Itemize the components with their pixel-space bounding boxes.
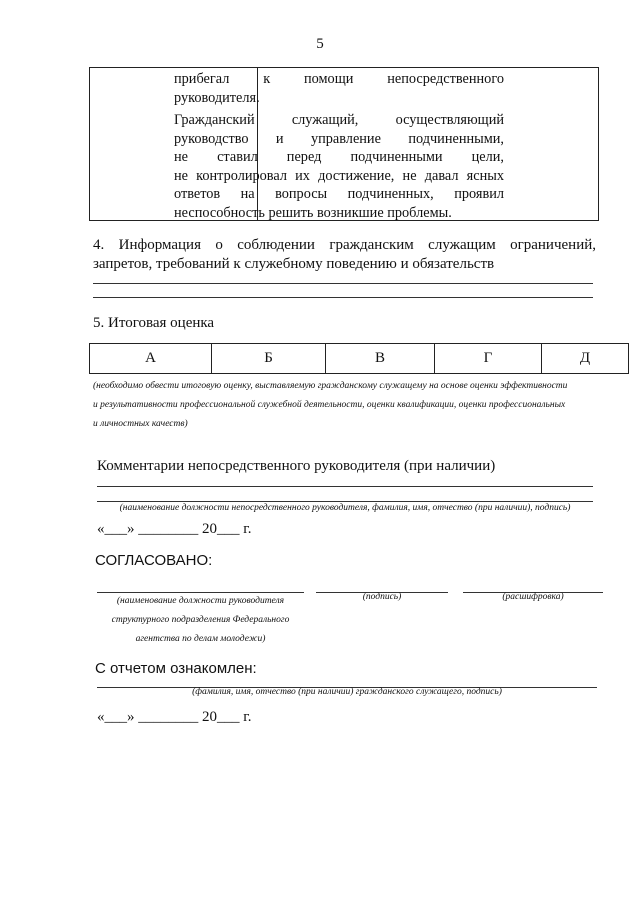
table-cell-text-1 (174, 70, 504, 107)
table-line: Гражданский служащий, осуществляющий (174, 112, 504, 128)
agreed-title: СОГЛАСОВАНО: (95, 552, 213, 569)
grade-note-line: и результативности профессиональной служебной деятельности, оценки квалификации, оценки профессиональных (93, 400, 566, 410)
grade-v[interactable]: В (326, 344, 435, 373)
grade-a[interactable]: А (90, 344, 212, 373)
table-line: руководство и управление подчиненными, (174, 130, 504, 147)
agreed-position-caption (97, 592, 304, 649)
comments-caption: (наименование должности непосредственного руководителя, фамилия, имя, отчество (при наличии), подпись) (119, 503, 571, 513)
table-line: неспособность решить возникшие проблемы. (174, 204, 452, 221)
acquainted-title: С отчетом ознакомлен: (95, 660, 257, 677)
caption-line: агентства по делам молодежи) (135, 634, 266, 644)
grade-note (93, 377, 603, 434)
table-line: не контролировал их достижение, не давал ясных (174, 167, 504, 184)
comments-title: Комментарии непосредственного руководителя (при наличии) (97, 458, 496, 474)
caption-line: структурного подразделения Федерального (111, 615, 290, 625)
fill-line (93, 297, 593, 298)
grade-selector (89, 343, 629, 374)
page-number: 5 (316, 36, 324, 52)
section4-line2: запретов, требований к служебному поведению и обязательств (93, 256, 495, 272)
agreed-signature-caption: (подпись) (362, 592, 402, 602)
table-line: прибегал к помощи непосредственного (174, 71, 504, 87)
grade-b[interactable]: Б (212, 344, 326, 373)
section5-title: 5. Итоговая оценка (93, 315, 215, 331)
fill-line (97, 501, 593, 502)
table-cell-text-2 (174, 111, 504, 222)
agreed-decoding-caption: (расшифровка) (502, 592, 564, 602)
caption-line: (наименование должности руководителя (116, 596, 285, 606)
table-line: не ставил перед подчиненными цели, (174, 149, 504, 165)
section4-line1: 4. Информация о соблюдении гражданским служащим ограничений, (93, 237, 596, 253)
fill-line (93, 283, 593, 284)
date-field: «___» ________ 20___ г. (97, 709, 252, 725)
table-line: руководителя. (174, 89, 260, 106)
fill-line (97, 486, 593, 487)
table-line: ответов на вопросы подчиненных, проявил (174, 186, 504, 202)
acquainted-caption: (фамилия, имя, отчество (при наличии) гражданского служащего, подпись) (192, 687, 502, 697)
date-field: «___» ________ 20___ г. (97, 521, 252, 537)
grade-d[interactable]: Д (579, 350, 591, 366)
grade-g[interactable]: Г (435, 344, 542, 373)
grade-note-line: и личностных качеств) (93, 419, 188, 429)
grade-note-line: (необходимо обвести итоговую оценку, выставляемую гражданскому служащему на основе оценки эффективности (93, 381, 568, 391)
